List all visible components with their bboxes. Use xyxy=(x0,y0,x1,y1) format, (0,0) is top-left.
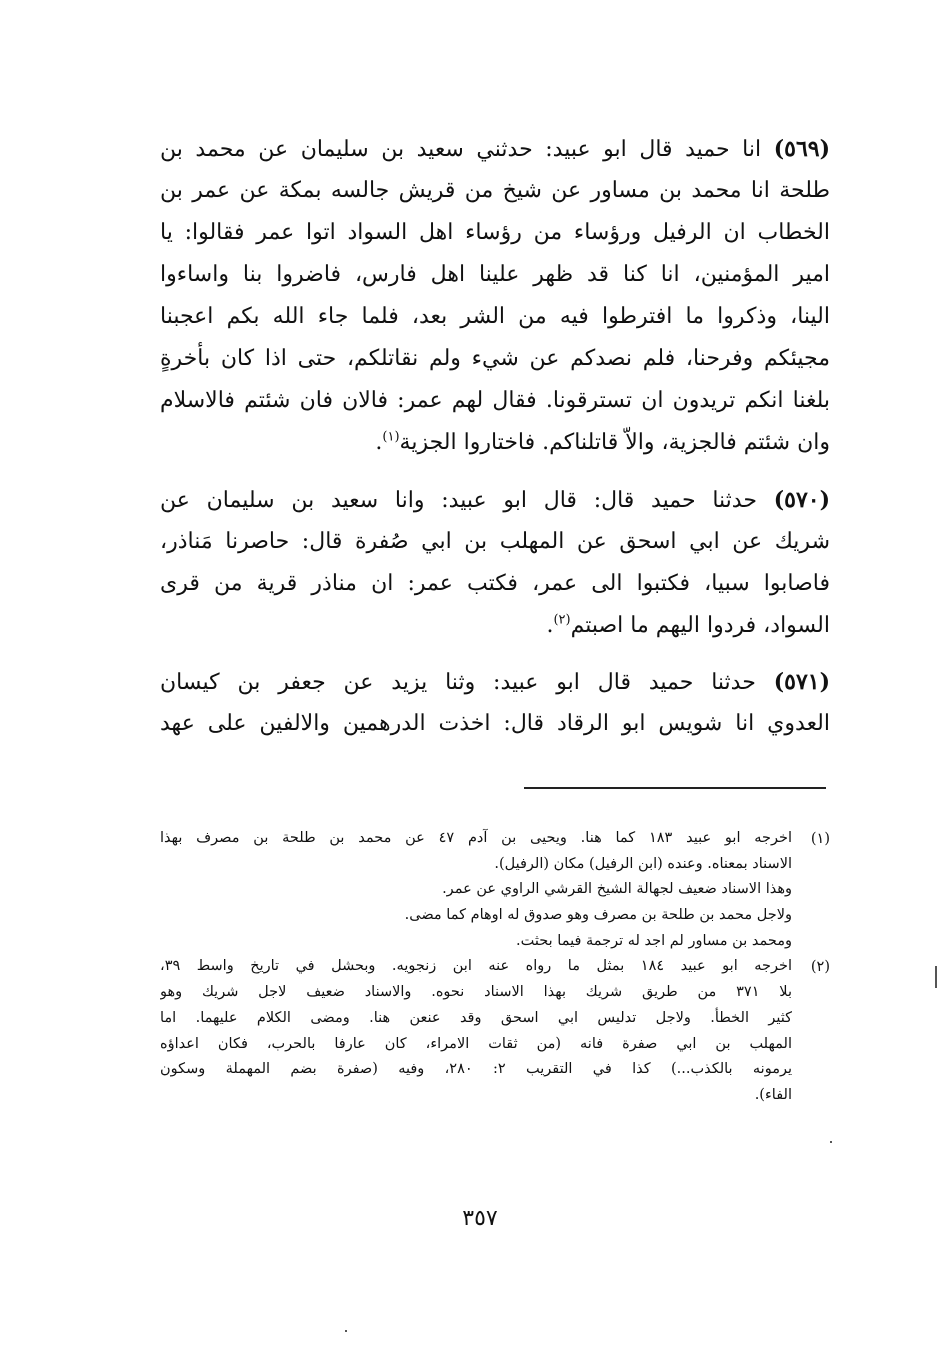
footnote-body xyxy=(160,826,792,954)
footnote-line: المهلب بن ابي صفرة فانه (من ثقات الامراء، كان عارفا بالحرب، فكان اعداؤه xyxy=(160,1035,792,1052)
text-line: (٥٧١) حدثنا حميد قال ابو عبيد: وثنا يزيد عن جعفر بن كيسان xyxy=(160,669,830,695)
scan-mark xyxy=(830,1141,832,1143)
paragraph-number: (٥٦٩) xyxy=(773,136,830,162)
footnote-line: يرمونه بالكذب...) كذا في التقريب ٢: ٢٨٠، وفيه (صفرة بضم المهملة وسكون xyxy=(160,1061,792,1078)
footnote-line: الفاء). xyxy=(754,1086,792,1103)
paragraph-570 xyxy=(160,479,830,647)
footnote-line: اخرجه ابو عبيد ١٨٤ بمثل ما رواه عنه ابن زنجويه. وبحشل في تاريخ واسط ٣٩، xyxy=(160,958,792,975)
paragraph-569 xyxy=(160,128,830,464)
footnote-line: ولاجل محمد بن طلحة بن مصرف وهو صدوق له اوهام كما مضى. xyxy=(404,907,792,924)
footnote-line: بلا ٣٧١ من طريق شريك بهذا الاسناد نحوه. والاسناد ضعيف لاجل شريك وهو xyxy=(160,984,792,1001)
footnote-body xyxy=(160,954,792,1108)
paragraph-571 xyxy=(160,661,830,745)
footnote-separator xyxy=(524,787,826,789)
scan-mark xyxy=(345,1330,347,1332)
footnote-line: الاسناد بمعناه. وعنده (ابن الرفيل) مكان (الرفيل). xyxy=(494,855,792,872)
text-line: شريك عن ابي اسحق عن المهلب بن ابي صُفرة قال: حاصرنا مَناذر، xyxy=(160,529,830,554)
footnote-reference: (١) xyxy=(382,429,400,445)
text-line: السواد، فردوا اليهم ما اصبتم$^{(٢)}$. xyxy=(546,612,830,638)
footnote-2 xyxy=(160,954,830,1108)
page-number: ٣٥٧ xyxy=(462,1206,498,1231)
text-line: بلغنا انكم تريدون ان تسترقونا. فقال لهم عمر: فالان فان شئتم فالاسلام xyxy=(160,388,830,413)
footnotes xyxy=(160,826,830,1109)
text-line: فاصابوا سبيا، فكتبوا الى عمر، فكتب عمر: ان مناذر قرية من قرى xyxy=(160,571,830,596)
footnote-reference: (٢) xyxy=(553,612,571,628)
text-line: الخطاب ان الرفيل ورؤساء من رؤساء اهل السواد اتوا عمر فقالوا: يا xyxy=(160,220,830,245)
footnote-mark: (١) xyxy=(810,831,830,847)
text-line: الينا، وذكروا ما افترطوا فيه من الشر بعد، فلما جاء الله بكم اعجبنا xyxy=(160,304,830,329)
footnote-line: كثير الخطأ. ولاجل تدليس ابي اسحق وقد عنعن هنا. ومضى الكلام عليهما. اما xyxy=(160,1009,792,1026)
footnote-line: اخرجه ابو عبيد ١٨٣ كما هنا. ويحيى بن آدم ٤٧ عن محمد بن طلحة بن مصرف بهذا xyxy=(160,830,792,846)
text-line: وان شئتم فالجزية، والاّ قاتلناكم. فاختاروا الجزية$^{(١)}$. xyxy=(375,429,830,455)
text-line: (٥٧٠) حدثنا حميد قال: قال ابو عبيد: وانا سعيد بن سليمان عن xyxy=(160,487,830,513)
text-line: طلحة انا محمد بن مساور عن شيخ من قريش جالسه بمكة عن عمر بن xyxy=(160,178,830,203)
scan-mark xyxy=(935,966,937,988)
text-line: مجيئكم وفرحنا، فلم نصدكم عن شيء ولم نقاتلكم، حتى اذا كان بأخرةٍ xyxy=(160,346,830,371)
footnote-line: وهذا الاسناد ضعيف لجهالة الشيخ القرشي الراوي عن عمر. xyxy=(442,881,792,898)
text-line: العدوي انا شويس ابو الرقاد قال: اخذت الدرهمين والالفين على عهد xyxy=(160,711,830,736)
text-line: (٥٦٩) انا حميد قال ابو عبيد: حدثني سعيد بن سليمان عن محمد بن xyxy=(160,136,830,162)
text-line: امير المؤمنين، انا كنا قد ظهر علينا اهل فارس، فاضروا بنا واساءوا xyxy=(160,262,830,287)
footnote-mark: (٢) xyxy=(810,959,830,976)
footnote-1 xyxy=(160,826,830,954)
paragraph-number: (٥٧١) xyxy=(773,669,830,695)
footnote-line: ومحمد بن مساور لم اجد له ترجمة فيما بحثت. xyxy=(516,932,792,949)
paragraph-number: (٥٧٠) xyxy=(773,487,830,513)
